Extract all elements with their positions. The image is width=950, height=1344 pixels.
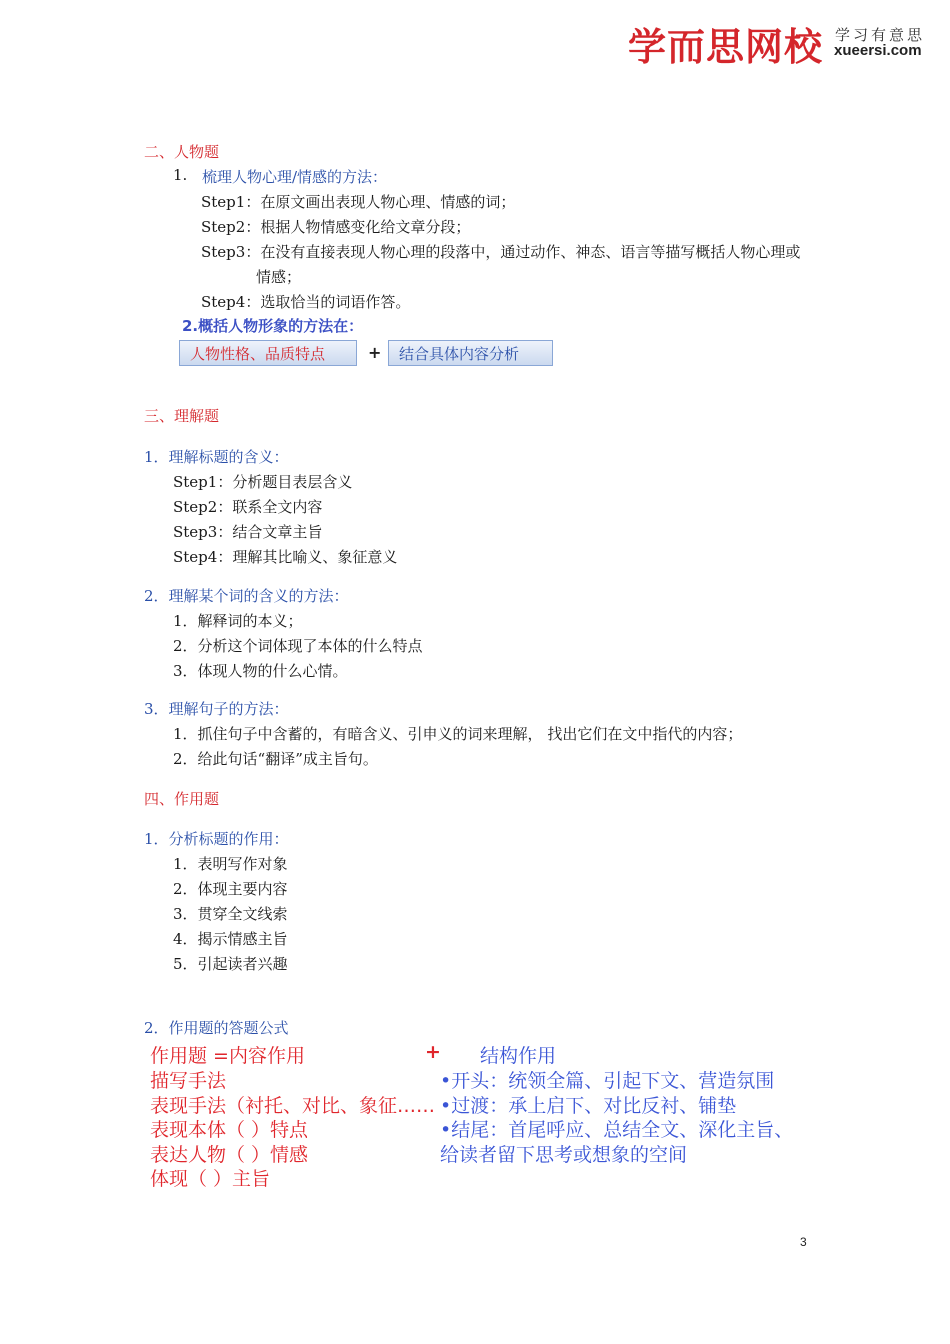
step-item: Step3：在没有直接表现人物心理的段落中，通过动作、神态、语言等描写概括人物心理或 [201, 243, 801, 261]
formula-plus-sign: + [425, 1041, 441, 1063]
list-item: 2．给此句话“翻译”成主旨句。 [173, 750, 378, 768]
list-item: 2．分析这个词体现了本体的什么特点 [173, 637, 423, 655]
subheading-title-function: 1．分析标题的作用： [144, 830, 289, 848]
step-item: Step2：根据人物情感变化给文章分段； [201, 218, 471, 236]
plus-sign: + [368, 343, 382, 362]
section-heading-comprehension: 三、理解题 [144, 407, 220, 425]
section-heading-characters: 二、人物题 [144, 143, 220, 161]
list-number: 1. [173, 166, 188, 184]
formula-left-line: 表现本体（ ）特点 [150, 1119, 309, 1141]
step-item: Step4：选取恰当的词语作答。 [201, 293, 411, 311]
formula-right-line: 给读者留下思考或想象的空间 [440, 1144, 688, 1166]
list-item: 4．揭示情感主旨 [173, 930, 288, 948]
formula-left-line: 体现（ ）主旨 [150, 1168, 271, 1190]
brand-url: xueersi.com [834, 42, 922, 59]
formula-right-line: •开头：统领全篇、引起下文、营造氛围 [440, 1070, 775, 1092]
list-item: 5．引起读者兴趣 [173, 955, 288, 973]
list-item: 3．体现人物的什么心情。 [173, 662, 348, 680]
formula-right-line: •结尾：首尾呼应、总结全文、深化主旨、 [440, 1119, 794, 1141]
trait-box: 人物性格、品质特点 [179, 340, 357, 366]
list-item: 1．抓住句子中含蓄的，有暗含义、引申义的词来理解， 找出它们在文中指代的内容； [173, 725, 743, 743]
subheading-sentence-method: 3．理解句子的方法： [144, 700, 289, 718]
formula-right-line: •过渡：承上启下、对比反衬、铺垫 [440, 1095, 737, 1117]
formula-left-line: 表达人物（ ）情感 [150, 1144, 309, 1166]
list-item: Step3：结合文章主旨 [173, 523, 323, 541]
subheading-emotion-method: 梳理人物心理/情感的方法： [202, 168, 388, 186]
subheading-answer-formula: 2．作用题的答题公式 [144, 1019, 289, 1037]
brand-logo: 学而思网校 [628, 25, 824, 69]
formula-right-heading: 结构作用 [480, 1045, 557, 1067]
analysis-box: 结合具体内容分析 [388, 340, 553, 366]
subheading-title-meaning: 1．理解标题的含义： [144, 448, 289, 466]
section-heading-function: 四、作用题 [144, 790, 220, 808]
formula-left-line: 作用题 =内容作用 [150, 1045, 305, 1067]
list-item: Step2：联系全文内容 [173, 498, 323, 516]
list-item: 3．贯穿全文线索 [173, 905, 288, 923]
list-item: 1．解释词的本义； [173, 612, 303, 630]
figure-title: 2.概括人物形象的方法在： [182, 317, 364, 335]
step-item-continued: 情感； [256, 268, 302, 286]
formula-left-line: 表现手法（衬托、对比、象征…… [150, 1095, 436, 1117]
page-number: 3 [800, 1235, 807, 1249]
list-item: Step4：理解其比喻义、象征意义 [173, 548, 398, 566]
list-item: Step1：分析题目表层含义 [173, 473, 353, 491]
subheading-word-meaning: 2．理解某个词的含义的方法： [144, 587, 349, 605]
step-item: Step1：在原文画出表现人物心理、情感的词； [201, 193, 516, 211]
list-item: 2．体现主要内容 [173, 880, 288, 898]
list-item: 1．表明写作对象 [173, 855, 288, 873]
brand-tagline: 学习有意思 [835, 26, 926, 44]
formula-left-line: 描写手法 [150, 1070, 227, 1092]
